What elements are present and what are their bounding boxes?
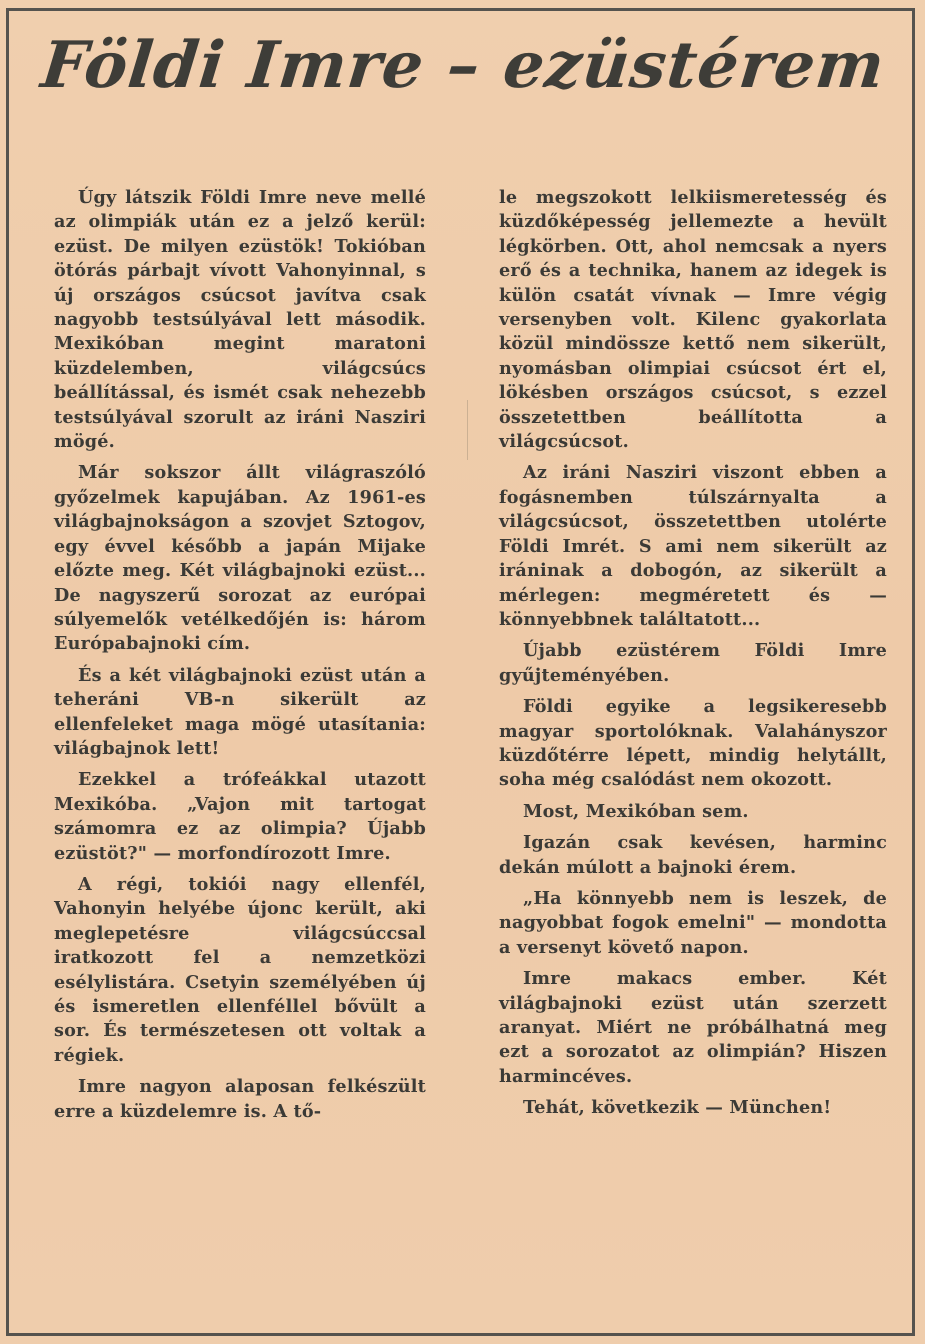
paragraph: Most, Mexikóban sem. (523, 800, 749, 822)
column-divider-mark (467, 400, 468, 460)
paragraph: A régi, tokiói nagy ellenfél, Vahonyin helyébe újonc került, aki meglepetésre világcsúccsal iratkozott fel a nemzetközi esélylistára. Csetyin személyében új és ismeretlen ellenféllel bővült a sor. És természetesen ott voltak a régiek. (54, 873, 426, 1066)
paragraph: Úgy látszik Földi Imre neve mellé az olimpiák után ez a jelző kerül: ezüst. De milyen ezüstök! Tokióban ötórás párbajt vívott Vahonyinnal, s új országos csúcsot javítva csak nagyobb testsúlyával lett második. Mexikóban megint maratoni küzdelemben, világcsúcs beállítással, és ismét csak nehezebb testsúlyával szorult az iráni Nasziri mögé. (54, 187, 426, 453)
right-column (499, 186, 887, 1128)
left-column (54, 186, 426, 1131)
paragraph: Földi egyike a legsikeresebb magyar sportolóknak. Valahányszor küzdőtérre lépett, mindig helytállt, soha még csalódást nem okozott. (499, 696, 887, 791)
paragraph: „Ha könnyebb nem is leszek, de nagyobbat fogok emelni" — mondotta a versenyt követő napon. (499, 887, 887, 958)
article-title: Földi Imre – ezüstérem (37, 28, 889, 103)
paragraph: Imre makacs ember. Két világbajnoki ezüst után szerzett aranyat. Miért ne próbálhatná meg ezt a sorozatot az olimpián? Hiszen harmincéves. (499, 968, 887, 1087)
paragraph: És a két világbajnoki ezüst után a teheráni VB-n sikerült az ellenfeleket maga mögé utasítania: világbajnok lett! (54, 664, 426, 759)
paragraph: Az iráni Nasziri viszont ebben a fogásnemben túlszárnyalta a világcsúcsot, összetettben utolérte Földi Imrét. S ami nem sikerült az iráninak a dobogón, az sikerült a mérlegen: megméretett és — könnyebbnek találtatott... (499, 462, 887, 630)
paragraph: Igazán csak kevésen, harminc dekán múlott a bajnoki érem. (499, 832, 887, 878)
closing-line: Tehát, következik — München! (523, 1097, 832, 1119)
paragraph: Már sokszor állt világraszóló győzelmek kapujában. Az 1961-es világbajnokságon a szovjet Sztogov, egy évvel később a japán Mijake előzte meg. Két világbajnoki ezüst... De nagyszerű sorozat az európai súlyemelők vetélkedőjén is: három Európabajnoki cím. (54, 462, 426, 655)
paragraph: Imre nagyon alaposan felkészült erre a küzdelemre is. A tő- (54, 1076, 426, 1122)
paragraph: Újabb ezüstérem Földi Imre gyűjteményében. (499, 640, 887, 686)
paragraph-continuation: le megszokott lelkiismeretesség és küzdőképesség jellemezte a hevült légkörben. Ott, ahol nemcsak a nyers erő és a technika, hanem az idegek is külön csatát vívnak — Imre végig versenyben volt. Kilenc gyakorlata közül mindössze kettő nem sikerült, nyomásban olimpiai csúcsot ért el, lökésben országos csúcsot, s ezzel összetettben beállította a világcsúcsot. (499, 187, 887, 453)
paragraph: Ezekkel a trófeákkal utazott Mexikóba. „Vajon mit tartogat számomra ez az olimpia? Újabb ezüstöt?" — morfondírozott Imre. (54, 769, 426, 864)
